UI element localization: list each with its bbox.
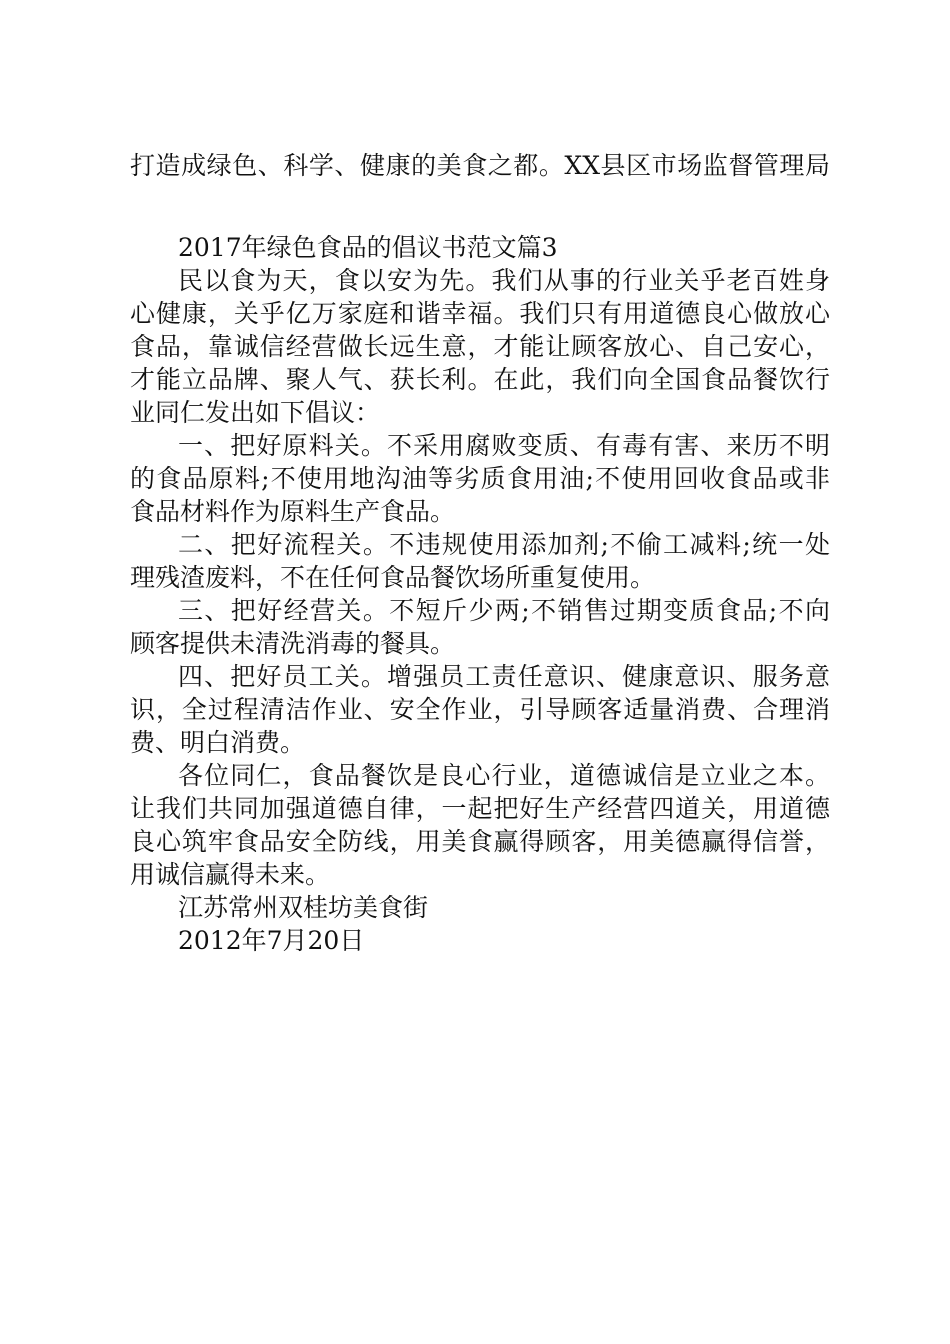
paragraph-line: 心健康，关乎亿万家庭和谐幸福。我们只有用道德良心做放心: [130, 299, 830, 328]
paragraph-line: 理残渣废料，不在任何食品餐饮场所重复使用。: [130, 563, 656, 592]
paragraph-line: 顾客提供未清洗消毒的餐具。: [130, 629, 456, 658]
signature-date: 2012年7月20日: [178, 926, 365, 955]
paragraph-line: 一、把好原料关。不采用腐败变质、有毒有害、来历不明: [178, 431, 830, 460]
paragraph-line: 费、明白消费。: [130, 728, 306, 757]
signature-organization: 江苏常州双桂坊美食街: [178, 893, 429, 922]
paragraph-line: 良心筑牢食品安全防线，用美食赢得顾客，用美德赢得信誉，: [130, 827, 830, 856]
paragraph-line: 四、把好员工关。增强员工责任意识、健康意识、服务意: [178, 662, 830, 691]
intro-line: 打造成绿色、科学、健康的美食之都。XX县区市场监督管理局: [130, 151, 830, 180]
paragraph-line: 食品材料作为原料生产食品。: [130, 497, 456, 526]
paragraph-line: 各位同仁，食品餐饮是良心行业，道德诚信是立业之本。: [178, 761, 830, 790]
paragraph-line: 二、把好流程关。不违规使用添加剂;不偷工减料;统一处: [178, 530, 830, 559]
paragraph-line: 识，全过程清洁作业、安全作业，引导顾客适量消费、合理消: [130, 695, 830, 724]
paragraph-line: 的食品原料;不使用地沟油等劣质食用油;不使用回收食品或非: [130, 464, 830, 493]
paragraph-line: 用诚信赢得未来。: [130, 860, 331, 889]
section-title: 2017年绿色食品的倡议书范文篇3: [178, 233, 558, 262]
paragraph-line: 食品，靠诚信经营做长远生意，才能让顾客放心、自己安心，: [130, 332, 830, 361]
paragraph-line: 民以食为天，食以安为先。我们从事的行业关乎老百姓身: [178, 266, 830, 295]
paragraph-line: 让我们共同加强道德自律，一起把好生产经营四道关，用道德: [130, 794, 830, 823]
paragraph-line: 业同仁发出如下倡议：: [130, 398, 381, 427]
paragraph-line: 才能立品牌、聚人气、获长利。在此，我们向全国食品餐饮行: [130, 365, 830, 394]
paragraph-line: 三、把好经营关。不短斤少两;不销售过期变质食品;不向: [178, 596, 830, 625]
